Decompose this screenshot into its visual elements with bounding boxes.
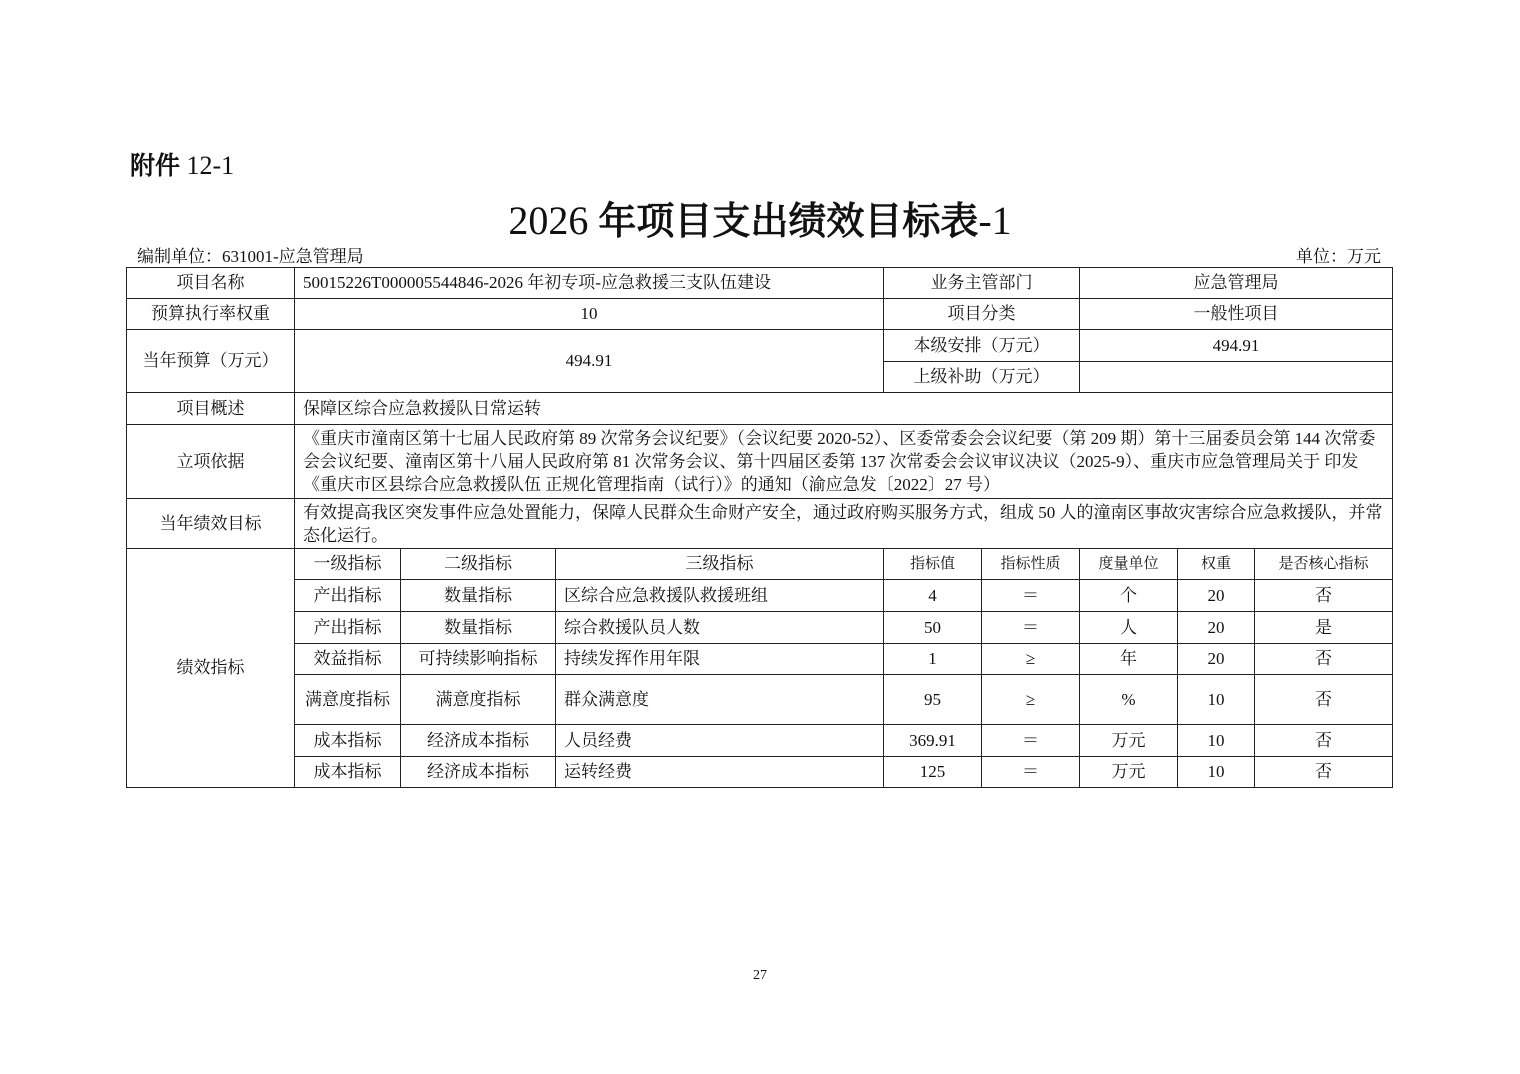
weight-cell: 20 bbox=[1178, 580, 1255, 612]
unit-cell: 万元 bbox=[1080, 757, 1178, 788]
header-value: 指标值 bbox=[884, 549, 982, 580]
unit-cell: % bbox=[1080, 675, 1178, 725]
basis-label: 立项依据 bbox=[127, 425, 295, 499]
row-goal bbox=[127, 499, 1393, 549]
superior-value bbox=[1080, 362, 1393, 393]
nature-cell: ≥ bbox=[982, 675, 1080, 725]
level3-cell: 综合救援队员人数 bbox=[556, 612, 884, 644]
value-cell: 50 bbox=[884, 612, 982, 644]
level3-cell: 持续发挥作用年限 bbox=[556, 644, 884, 675]
performance-table bbox=[126, 267, 1393, 788]
table-row bbox=[127, 725, 1393, 757]
value-cell: 125 bbox=[884, 757, 982, 788]
overview-value: 保障区综合应急救援队日常运转 bbox=[295, 393, 1393, 425]
dept-label: 业务主管部门 bbox=[884, 268, 1080, 299]
header-weight: 权重 bbox=[1178, 549, 1255, 580]
value-cell: 4 bbox=[884, 580, 982, 612]
currency-unit: 单位：万元 bbox=[1296, 247, 1381, 266]
indicator-header-row bbox=[127, 549, 1393, 580]
table-row bbox=[127, 644, 1393, 675]
project-name-label: 项目名称 bbox=[127, 268, 295, 299]
level1-cell: 成本指标 bbox=[295, 757, 401, 788]
weight-value: 10 bbox=[295, 299, 884, 330]
nature-cell: ≥ bbox=[982, 644, 1080, 675]
unit-cell: 万元 bbox=[1080, 725, 1178, 757]
core-cell: 否 bbox=[1255, 580, 1393, 612]
row-project-name bbox=[127, 268, 1393, 299]
header-level2: 二级指标 bbox=[401, 549, 556, 580]
level1-cell: 产出指标 bbox=[295, 580, 401, 612]
level3-cell: 人员经费 bbox=[556, 725, 884, 757]
level2-cell: 数量指标 bbox=[401, 612, 556, 644]
unit-cell: 人 bbox=[1080, 612, 1178, 644]
nature-cell: ＝ bbox=[982, 725, 1080, 757]
goal-label: 当年绩效目标 bbox=[127, 499, 295, 549]
weight-cell: 20 bbox=[1178, 612, 1255, 644]
category-label: 项目分类 bbox=[884, 299, 1080, 330]
project-name-value: 50015226T000005544846-2026 年初专项-应急救援三支队伍建设 bbox=[295, 268, 884, 299]
value-cell: 1 bbox=[884, 644, 982, 675]
goal-value: 有效提高我区突发事件应急处置能力，保障人民群众生命财产安全，通过政府购买服务方式，组成 50 人的潼南区事故灾害综合应急救援队，并常态化运行。 bbox=[295, 499, 1393, 549]
overview-label: 项目概述 bbox=[127, 393, 295, 425]
header-level3: 三级指标 bbox=[556, 549, 884, 580]
level2-cell: 数量指标 bbox=[401, 580, 556, 612]
table-row bbox=[127, 675, 1393, 725]
row-basis bbox=[127, 425, 1393, 499]
row-weight bbox=[127, 299, 1393, 330]
level3-cell: 区综合应急救援队救援班组 bbox=[556, 580, 884, 612]
category-value: 一般性项目 bbox=[1080, 299, 1393, 330]
level3-cell: 运转经费 bbox=[556, 757, 884, 788]
local-label: 本级安排（万元） bbox=[884, 330, 1080, 362]
table-row bbox=[127, 757, 1393, 788]
dept-value: 应急管理局 bbox=[1080, 268, 1393, 299]
level1-cell: 成本指标 bbox=[295, 725, 401, 757]
row-overview bbox=[127, 393, 1393, 425]
header-unit: 度量单位 bbox=[1080, 549, 1178, 580]
table-row bbox=[127, 612, 1393, 644]
page-title: 2026 年项目支出绩效目标表-1 bbox=[508, 198, 1012, 243]
core-cell: 否 bbox=[1255, 757, 1393, 788]
level2-cell: 可持续影响指标 bbox=[401, 644, 556, 675]
basis-value: 《重庆市潼南区第十七届人民政府第 89 次常务会议纪要》（会议纪要 2020-52）、区委常委会会议纪要（第 209 期）第十三届委员会第 144 次常委会会议纪要、潼南区第十八届人民政府第 81 次常务会议、第十四届区委第 137 次常委会会议审议决议（2025-9）、重庆市应急管理局关于 印发《重庆市区县综合应急救援队伍 正规化管理指南（试行）》的通知（渝应急发〔2022〕27 号） bbox=[295, 425, 1393, 499]
superior-label: 上级补助（万元） bbox=[884, 362, 1080, 393]
weight-cell: 10 bbox=[1178, 757, 1255, 788]
weight-cell: 10 bbox=[1178, 725, 1255, 757]
budget-label: 当年预算（万元） bbox=[127, 330, 295, 393]
level2-cell: 经济成本指标 bbox=[401, 757, 556, 788]
weight-cell: 10 bbox=[1178, 675, 1255, 725]
level2-cell: 经济成本指标 bbox=[401, 725, 556, 757]
core-cell: 是 bbox=[1255, 612, 1393, 644]
level2-cell: 满意度指标 bbox=[401, 675, 556, 725]
unit-cell: 年 bbox=[1080, 644, 1178, 675]
core-cell: 否 bbox=[1255, 644, 1393, 675]
table-row bbox=[127, 580, 1393, 612]
indicators-section-label: 绩效指标 bbox=[127, 549, 295, 788]
weight-label: 预算执行率权重 bbox=[127, 299, 295, 330]
header-core: 是否核心指标 bbox=[1255, 549, 1393, 580]
page-number: 27 bbox=[753, 968, 767, 983]
compiler-unit: 编制单位：631001-应急管理局 bbox=[137, 247, 364, 266]
level1-cell: 满意度指标 bbox=[295, 675, 401, 725]
attachment-label: 附件 12-1 bbox=[130, 151, 235, 180]
value-cell: 369.91 bbox=[884, 725, 982, 757]
header-nature: 指标性质 bbox=[982, 549, 1080, 580]
local-value: 494.91 bbox=[1080, 330, 1393, 362]
nature-cell: ＝ bbox=[982, 580, 1080, 612]
core-cell: 否 bbox=[1255, 675, 1393, 725]
weight-cell: 20 bbox=[1178, 644, 1255, 675]
level1-cell: 产出指标 bbox=[295, 612, 401, 644]
level3-cell: 群众满意度 bbox=[556, 675, 884, 725]
core-cell: 否 bbox=[1255, 725, 1393, 757]
row-budget bbox=[127, 330, 1393, 362]
nature-cell: ＝ bbox=[982, 612, 1080, 644]
level1-cell: 效益指标 bbox=[295, 644, 401, 675]
budget-value: 494.91 bbox=[295, 330, 884, 393]
value-cell: 95 bbox=[884, 675, 982, 725]
nature-cell: ＝ bbox=[982, 757, 1080, 788]
header-level1: 一级指标 bbox=[295, 549, 401, 580]
unit-cell: 个 bbox=[1080, 580, 1178, 612]
